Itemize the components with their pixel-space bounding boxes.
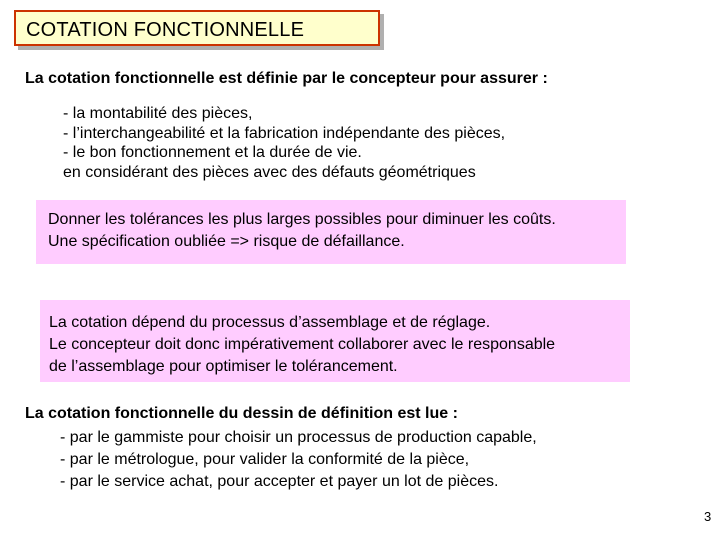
reading-item: - par le service achat, pour accepter et payer un lot de pièces. (60, 473, 499, 490)
tolerance-note-lines (48, 209, 556, 253)
page-number: 3 (704, 509, 712, 524)
intro-heading: La cotation fonctionnelle est définie par le concepteur pour assurer : (25, 70, 548, 87)
tolerance-note-box (36, 200, 626, 264)
intro-list (63, 104, 505, 182)
intro-item: - la montabilité des pièces, (63, 105, 253, 122)
intro-item: - l’interchangeabilité et la fabrication indépendante des pièces, (63, 124, 506, 142)
reading-heading: La cotation fonctionnelle du dessin de définition est lue : (25, 405, 458, 422)
reading-item: - par le gammiste pour choisir un processus de production capable, (60, 429, 537, 446)
assembly-note-lines (49, 312, 555, 378)
assembly-note-box (40, 300, 630, 382)
page-title: COTATION FONCTIONNELLE (26, 19, 305, 41)
tolerance-note-line: Donner les tolérances les plus larges possibles pour diminuer les coûts. (48, 211, 556, 228)
title-box (14, 10, 380, 46)
intro-item: - le bon fonctionnement et la durée de vie. (63, 144, 362, 161)
tolerance-note-line: Une spécification oubliée => risque de défaillance. (48, 233, 405, 250)
reading-item: - par le métrologue, pour valider la conformité de la pièce, (60, 451, 470, 468)
assembly-note-line: Le concepteur doit donc impérativement collaborer avec le responsable (49, 336, 556, 353)
reading-list (60, 427, 537, 493)
assembly-note-line: La cotation dépend du processus d’assemblage et de réglage. (49, 314, 491, 331)
assembly-note-line: de l’assemblage pour optimiser le tolérancement. (49, 358, 398, 375)
intro-item: en considérant des pièces avec des défauts géométriques (63, 163, 476, 181)
